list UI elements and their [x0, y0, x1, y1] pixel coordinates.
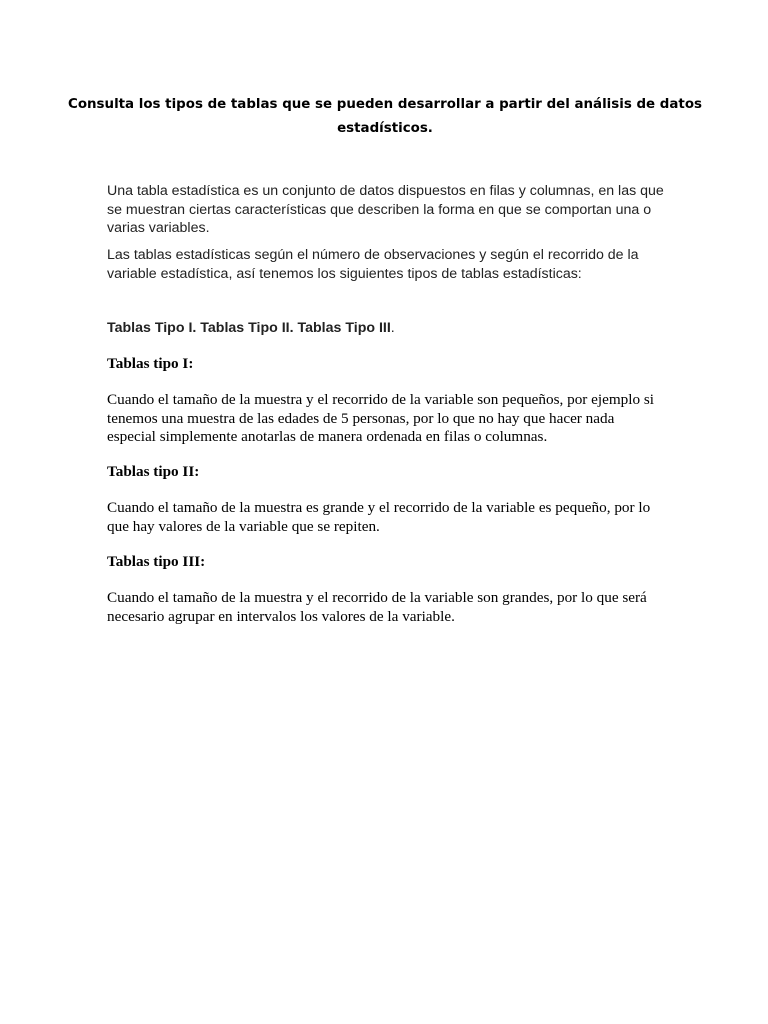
section-heading-tipo-1: Tablas tipo I:	[107, 355, 194, 372]
intro-paragraph-1: Una tabla estadística es un conjunto de datos dispuestos en filas y columnas, en las que se muestran ciertas características que describen la forma en que se comportan una o varias variables.	[107, 183, 664, 236]
section-heading-tipo-3: Tablas tipo III:	[107, 553, 206, 570]
section-text-tipo-3: Cuando el tamaño de la muestra y el recorrido de la variable son grandes, por lo que será necesario agrupar en intervalos los valores de la variable.	[107, 589, 647, 625]
section-text-tipo-1: Cuando el tamaño de la muestra y el recorrido de la variable son pequeños, por ejemplo si tenemos una muestra de las edades de 5 personas, por lo que no hay que hacer nada especial simplemente anotarlas de manera ordenada en filas o columnas.	[107, 391, 654, 446]
table-types-period: .	[390, 320, 395, 336]
table-types-text: Tablas Tipo I. Tablas Tipo II. Tablas Tipo III	[107, 320, 391, 336]
intro-paragraph-2: Las tablas estadísticas según el número de observaciones y según el recorrido de la variable estadística, así tenemos los siguientes tipos de tablas estadísticas:	[107, 247, 639, 282]
table-types-line	[107, 319, 395, 337]
section-text-tipo-2: Cuando el tamaño de la muestra es grande y el recorrido de la variable es pequeño, por lo que hay valores de la variable que se repiten.	[107, 499, 651, 535]
document-title: Consulta los tipos de tablas que se pueden desarrollar a partir del análisis de datos estadísticos.	[68, 97, 702, 136]
section-heading-tipo-2: Tablas tipo II:	[107, 463, 200, 480]
